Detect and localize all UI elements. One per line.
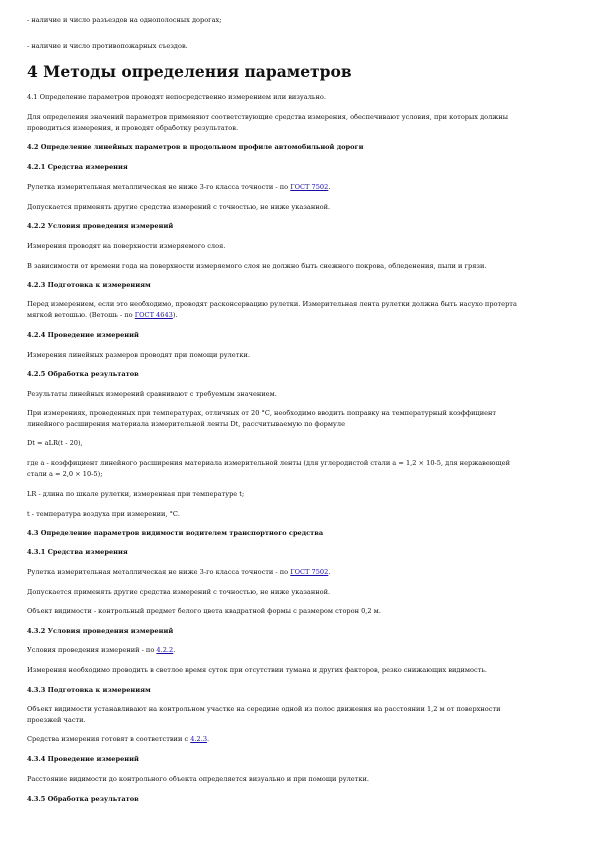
- paragraph-line: Для определения значений параметров применяют соответствующие средства измерения, обеспечивают условия, при которых должны: [27, 113, 508, 121]
- paragraph-text: Рулетка измерительная металлическая не ниже 3-го класса точности - по: [27, 568, 291, 576]
- section-link[interactable]: 4.2.2: [156, 646, 174, 654]
- paragraph: [27, 735, 559, 744]
- subsection-heading: 4.2.3 Подготовка к измерениям: [27, 281, 151, 289]
- gost-link[interactable]: ГОСТ 7502: [290, 568, 329, 576]
- paragraph: 4.1 Определение параметров проводят непосредственно измерением или визуально.: [27, 93, 326, 101]
- gost-link[interactable]: ГОСТ 4643: [134, 311, 173, 319]
- subsection-heading: 4.3 Определение параметров видимости водителем транспортного средства: [27, 529, 324, 537]
- paragraph: Допускается применять другие средства измерений с точностью, не ниже указанной.: [27, 588, 331, 596]
- subsection-heading: 4.3.5 Обработка результатов: [27, 795, 139, 803]
- paragraph-text: .: [328, 183, 331, 191]
- section-heading: 4 Методы определения параметров: [27, 62, 352, 81]
- paragraph: Объект видимости - контрольный предмет белого цвета квадратной формы с размером сторон 0,2 м.: [27, 607, 381, 615]
- subsection-heading: 4.3.4 Проведение измерений: [27, 755, 139, 763]
- paragraph: LR - длина по шкале рулетки, измеренная при температуре t;: [27, 490, 245, 498]
- paragraph-line: стали a = 2,0 × 10-5);: [27, 470, 103, 478]
- paragraph-line: проезжей части.: [27, 716, 86, 724]
- subsection-heading: 4.3.1 Средства измерения: [27, 548, 128, 556]
- subsection-heading: 4.3.3 Подготовка к измерениям: [27, 686, 151, 694]
- paragraph: t - температура воздуха при измерении, °С.: [27, 510, 181, 518]
- gost-link[interactable]: ГОСТ 7502: [290, 183, 329, 191]
- paragraph: Измерения необходимо проводить в светлое время суток при отсутствии тумана и других факторов, резко снижающих видимость.: [27, 666, 488, 674]
- paragraph: Измерения линейных размеров проводят при помощи рулетки.: [27, 351, 250, 359]
- subsection-heading: 4.3.2 Условия проведения измерений: [27, 627, 174, 635]
- paragraph-line: При измерениях, проведенных при температурах, отличных от 20 °С, необходимо вводить поправку на температурный коэффициент: [27, 409, 497, 417]
- subsection-heading: 4.2.5 Обработка результатов: [27, 370, 139, 378]
- formula: Dt = aLR(t - 20),: [27, 439, 83, 447]
- paragraph-text: .: [328, 568, 331, 576]
- paragraph-text: ).: [172, 311, 178, 319]
- subsection-heading: 4.2.2 Условия проведения измерений: [27, 222, 174, 230]
- paragraph-text: .: [207, 735, 210, 743]
- subsection-heading: 4.2.4 Проведение измерений: [27, 331, 139, 339]
- paragraph-text: мягкой ветошью. (Ветошь - по: [27, 311, 135, 319]
- subsection-heading: 4.2 Определение линейных параметров в продольном профиле автомобильной дороги: [27, 143, 364, 151]
- paragraph-text: Средства измерения готовят в соответствии с: [27, 735, 191, 743]
- paragraph-line: [27, 311, 559, 320]
- paragraph-text: Условия проведения измерений - по: [27, 646, 157, 654]
- paragraph-line: где a - коэффициент линейного расширения материала измерительной ленты (для углеродистой стали a = 1,2 × 10-5, для нержавеющей: [27, 459, 510, 467]
- section-link[interactable]: 4.2.3: [190, 735, 208, 743]
- subsection-heading: 4.2.1 Средства измерения: [27, 163, 128, 171]
- paragraph-text: .: [173, 646, 176, 654]
- paragraph-text: Рулетка измерительная металлическая не ниже 3-го класса точности - по: [27, 183, 291, 191]
- list-item: - наличие и число разъездов на однополосных дорогах;: [27, 16, 222, 24]
- paragraph: Расстояние видимости до контрольного объекта определяется визуально и при помощи рулетки.: [27, 775, 369, 783]
- paragraph-line: Перед измерением, если это необходимо, проводят расконсервацию рулетки. Измерительная лента рулетки должна быть насухо протерта: [27, 300, 517, 308]
- paragraph-line: проводиться измерения, и проводят обработку результатов.: [27, 124, 239, 132]
- paragraph: [27, 568, 559, 577]
- list-item: - наличие и число противопожарных съездов.: [27, 42, 188, 50]
- paragraph: Результаты линейных измерений сравнивают с требуемым значением.: [27, 390, 277, 398]
- paragraph: Допускается применять другие средства измерений с точностью, не ниже указанной.: [27, 203, 331, 211]
- paragraph: [27, 183, 559, 192]
- paragraph: В зависимости от времени года на поверхности измеряемого слоя не должно быть снежного покрова, обледенения, пыли и грязи.: [27, 262, 487, 270]
- paragraph: [27, 646, 559, 655]
- paragraph: Измерения проводят на поверхности измеряемого слоя.: [27, 242, 226, 250]
- paragraph-line: Объект видимости устанавливают на контрольном участке на середине одной из полос движения на расстоянии 1,2 м от поверхности: [27, 705, 501, 713]
- paragraph-line: линейного расширения материала измерительной ленты Dt, рассчитываемую по формуле: [27, 420, 345, 428]
